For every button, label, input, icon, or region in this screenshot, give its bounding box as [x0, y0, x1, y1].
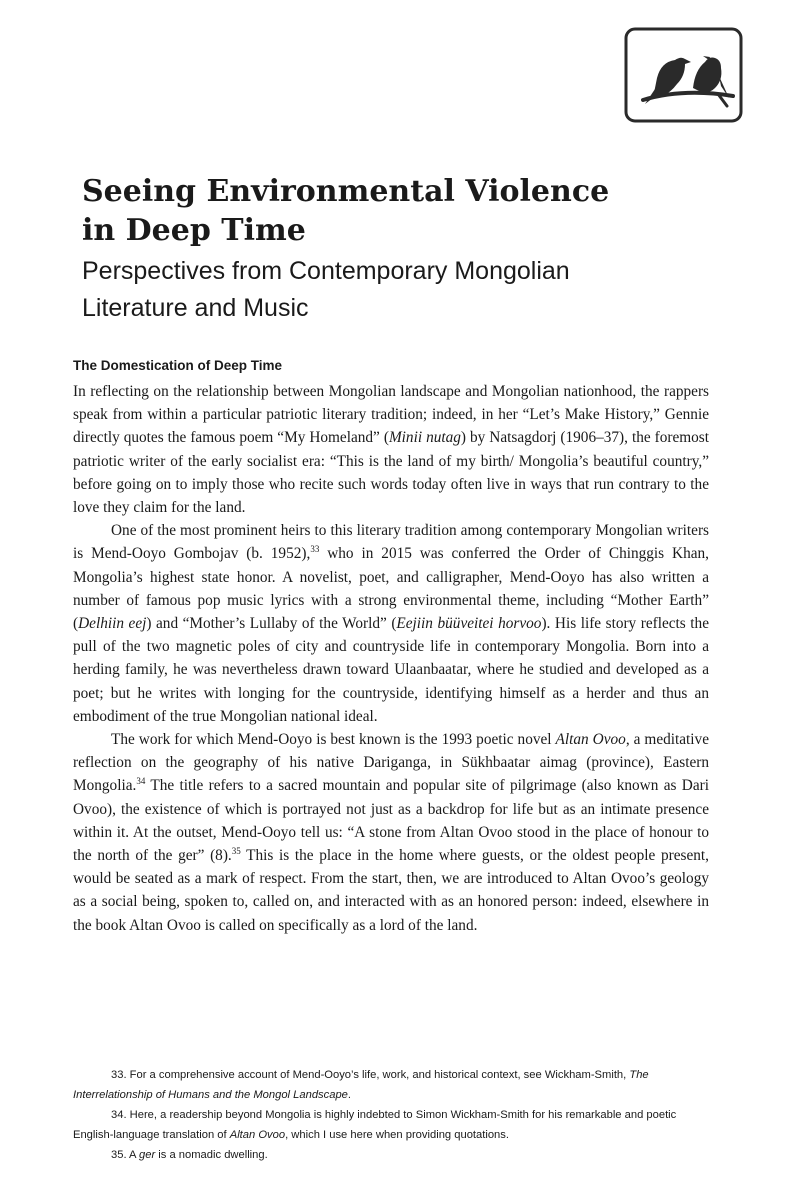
text-run: 34. Here, a readership beyond Mongolia is highly indebted to Simon Wickham-Smith for his remarkable and poetic English-language translation of — [73, 1109, 677, 1141]
text-run: The work for which Mend-Ooyo is best known is the 1993 poetic novel — [111, 731, 556, 749]
italic-title: ger — [139, 1149, 156, 1161]
subtitle-line-1: Perspectives from Contemporary Mongolian — [82, 257, 570, 285]
footnotes — [73, 1065, 713, 1165]
text-run: ) and “Mother’s Lullaby of the World” ( — [146, 615, 397, 633]
text-run: 33. For a comprehensive account of Mend-Ooyo’s life, work, and historical context, see Wickham-Smith, — [111, 1069, 630, 1081]
text-run: The title refers to a sacred mountain and popular site of pilgrimage (also known as Dari Ovoo), the existence of which is portrayed not just as a backdrop for life but as an intimate presence within it. At the outset, Mend-Ooyo tell us: “A stone from Altan Ovoo stood in the place of honour to the north of the ger” (8). — [73, 777, 709, 865]
footnote-ref-33: 33 — [310, 544, 320, 555]
subtitle-line-2: Literature and Music — [82, 294, 309, 322]
text-run: . — [347, 1089, 352, 1101]
text-run: who in 2015 was conferred the Order of Chinggis Khan, Mongolia’s highest state honor. A novelist, poet, and calligrapher, Mend-Ooyo has also written a number of famous pop music lyrics with a strong environmental theme, including “Mother Earth” ( — [73, 545, 710, 633]
italic-title: Eejiin büüveitei horvoo — [396, 615, 542, 633]
footnote-33 — [73, 1065, 713, 1105]
text-run: One of the most prominent heirs to this literary tradition among contemporary Mongolian writers is Mend-Ooyo Gombojav (b. 1952), — [73, 522, 709, 563]
text-run: In reflecting on the relationship between Mongolian landscape and Mongolian nationhood, the rappers speak from within a particular patriotic literary tradition; indeed, in her “Let’s Make History,” Gennie directly quotes the famous poem “My Homeland” ( — [73, 383, 709, 447]
title-line-1: Seeing Environmental Violence — [82, 174, 610, 209]
text-run: is a nomadic dwelling. — [155, 1149, 268, 1161]
text-run: , which I use here when providing quotations. — [285, 1129, 509, 1141]
article-subtitle — [82, 253, 762, 327]
italic-title: Minii nutag — [388, 429, 461, 447]
body-text — [73, 380, 709, 937]
paragraph-3 — [73, 728, 709, 937]
italic-title: Altan Ovoo — [229, 1129, 286, 1141]
text-run: This is the place in the home where guests, or the oldest people present, would be seated as a mark of respect. From the start, then, we are introduced to Altan Ovoo’s geology as a social being, spoken to, called on, and interacted with as an honored person: indeed, elsewhere in the book Altan Ovoo is called on specifically as a lord of the land. — [73, 847, 709, 934]
italic-title: Altan Ovoo — [555, 731, 626, 749]
footnote-ref-34: 34 — [136, 776, 146, 787]
footnote-ref-35: 35 — [231, 845, 241, 856]
section-heading: The Domestication of Deep Time — [73, 358, 283, 373]
text-run: , a meditative reflection on the geography of his native Dariganga, in Sükhbaatar aimag (province), Eastern Mongolia. — [73, 731, 709, 795]
paragraph-1 — [73, 380, 709, 519]
italic-title: Delhiin eej — [78, 615, 147, 633]
title-line-2: in Deep Time — [82, 213, 306, 248]
text-run: ). His life story reflects the pull of the two magnetic poles of city and countryside life in contemporary Mongolia. Born into a herding family, he was nevertheless drawn toward Ulaanbaatar, where he studied and developed as a poet; but he writes with longing for the countryside, identifying himself as a herder and thus an embodiment of the true Mongolian national ideal. — [73, 615, 709, 725]
text-run: ) by Natsagdorj (1906–37), the foremost patriotic writer of the early socialist era: “This is the land of my birth/ Mongolia’s beautiful country,” before going on to imply those who recite such words today often live in ways that run contrary to the love they claim for the land. — [73, 429, 709, 517]
text-run: 35. A — [111, 1149, 139, 1161]
article-title — [82, 172, 762, 250]
italic-title: The Interrelationship of Humans and the Mongol Landscape — [73, 1069, 649, 1101]
footnote-35 — [73, 1145, 713, 1165]
paragraph-2 — [73, 519, 709, 728]
two-birds-on-branch-icon — [623, 26, 744, 124]
footnote-34 — [73, 1105, 713, 1145]
